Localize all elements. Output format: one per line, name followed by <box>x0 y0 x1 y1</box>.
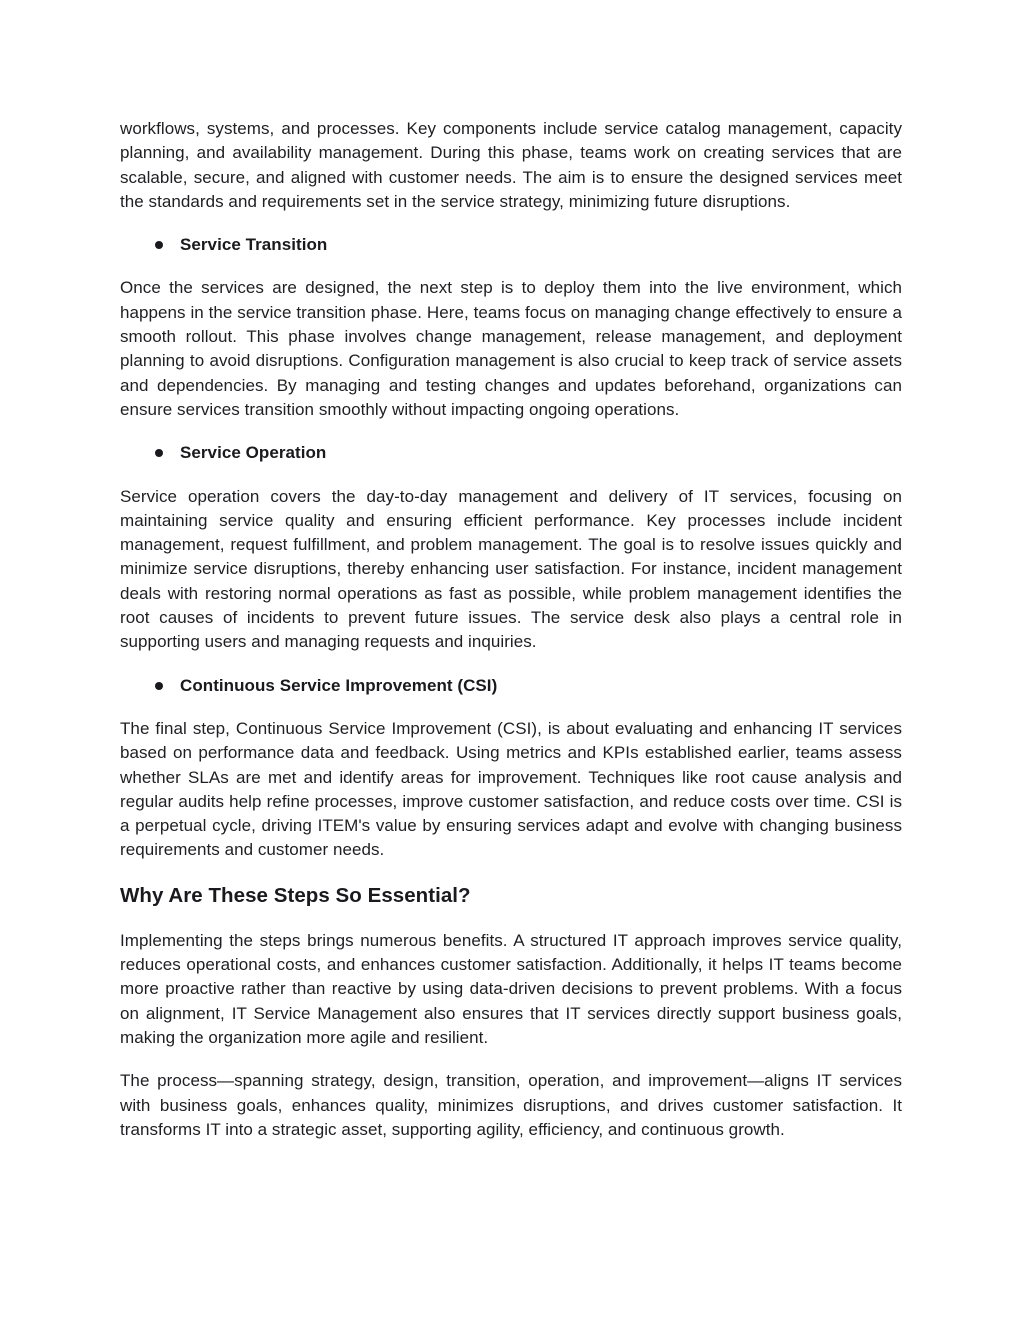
bullet-item-service-transition <box>120 233 902 257</box>
bullet-icon <box>155 449 163 457</box>
bullet-label: Service Operation <box>180 443 327 463</box>
bullet-icon <box>155 682 163 690</box>
bullet-label: Continuous Service Improvement (CSI) <box>180 675 498 695</box>
bullet-item-csi <box>120 674 902 698</box>
intro-paragraph: workflows, systems, and processes. Key components include service catalog management, capacity planning, and availability management. During this phase, teams work on creating services that are scalable, secure, and aligned with customer needs. The aim is to ensure the designed services meet the standards and requirements set in the service strategy, minimizing future disruptions. <box>120 119 902 211</box>
closing-paragraph-summary: The process—spanning strategy, design, transition, operation, and improvement—aligns IT services with business goals, enhances quality, minimizes disruptions, and drives customer satisfaction. It transforms IT into a strategic asset, supporting agility, efficiency, and continuous growth. <box>120 1071 902 1139</box>
bullet-label: Service Transition <box>180 235 328 255</box>
section-paragraph-csi: The final step, Continuous Service Improvement (CSI), is about evaluating and enhancing IT services based on performance data and feedback. Using metrics and KPIs established earlier, teams assess whether SLAs are met and identify areas for improvement. Techniques like root cause analysis and regular audits help refine processes, improve customer satisfaction, and reduce costs over time. CSI is a perpetual cycle, driving ITEM's value by ensuring services adapt and evolve with changing business requirements and customer needs. <box>120 718 902 860</box>
section-paragraph-service-operation: Service operation covers the day-to-day management and delivery of IT services, focusing on maintaining service quality and ensuring efficient performance. Key processes include incident management, request fulfillment, and problem management. The goal is to resolve issues quickly and minimize service disruptions, thereby enhancing user satisfaction. For instance, incident management deals with restoring normal operations as fast as possible, while problem management identifies the root causes of incidents to prevent future issues. The service desk also plays a central role in supporting users and managing requests and inquiries. <box>120 486 902 652</box>
section-paragraph-service-transition: Once the services are designed, the next step is to deploy them into the live environment, which happens in the service transition phase. Here, teams focus on managing change effectively to ensure a smooth rollout. This phase involves change management, release management, and deployment planning to avoid disruptions. Configuration management is also crucial to keep track of service assets and dependencies. By managing and testing changes and updates beforehand, organizations can ensure services transition smoothly without impacting ongoing operations. <box>120 278 902 419</box>
bullet-icon <box>155 241 163 249</box>
closing-paragraph-benefits: Implementing the steps brings numerous benefits. A structured IT approach improves service quality, reduces operational costs, and enhances customer satisfaction. Additionally, it helps IT teams become more proactive rather than reactive by using data-driven decisions to prevent problems. With a focus on alignment, IT Service Management also ensures that IT services directly support business goals, making the organization more agile and resilient. <box>120 930 902 1047</box>
section-heading: Why Are These Steps So Essential? <box>120 883 471 907</box>
bullet-item-service-operation <box>120 441 902 465</box>
